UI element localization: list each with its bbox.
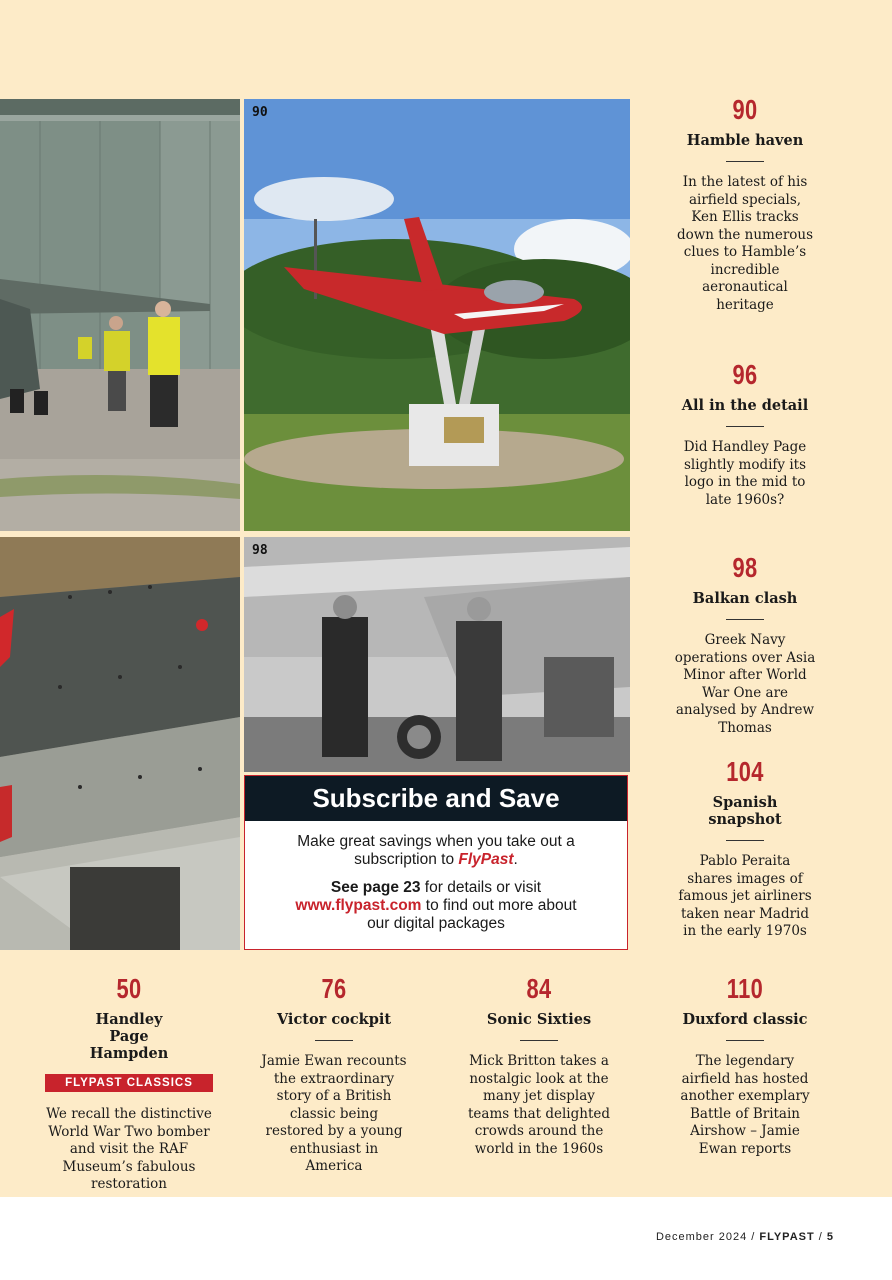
contents-entry-104[interactable] bbox=[664, 756, 826, 941]
entry-page-number: 96 bbox=[732, 359, 758, 390]
subscribe-brand: FlyPast bbox=[458, 851, 514, 868]
photo-page-label-98: 98 bbox=[252, 543, 268, 558]
footer-separator: / bbox=[814, 1231, 827, 1243]
footer-date: December 2024 / bbox=[655, 1231, 760, 1243]
divider bbox=[726, 1040, 764, 1041]
entry-page-number: 110 bbox=[726, 973, 764, 1004]
entry-title: Spanish snapshot bbox=[708, 794, 782, 828]
entry-page-number: 76 bbox=[321, 973, 347, 1004]
entry-description: We recall the distinctive World War Two bomber and visit the RAF Museum’s fabulous restoration bbox=[46, 1106, 212, 1192]
contents-entry-98[interactable] bbox=[664, 552, 826, 737]
subscribe-line1-end: . bbox=[513, 851, 518, 868]
divider bbox=[315, 1040, 353, 1041]
photo-fuselage-detail bbox=[0, 537, 240, 950]
entry-page-number: 50 bbox=[116, 973, 142, 1004]
divider bbox=[726, 840, 764, 841]
entry-description: Pablo Peraita shares images of famous jet airliners taken near Madrid in the early 1970s bbox=[678, 853, 812, 939]
entry-title: Balkan clash bbox=[692, 590, 798, 607]
entry-description: Jamie Ewan recounts the extraordinary story of a British classic being restored by a young enthusiast in America bbox=[261, 1053, 407, 1174]
entry-description: Greek Navy operations over Asia Minor after World War One are analysed by Andrew Thomas bbox=[674, 632, 816, 736]
page-footer bbox=[656, 1231, 834, 1243]
divider bbox=[726, 426, 764, 427]
entry-description: Mick Britton takes a nostalgic look at the many jet display teams that delighted crowds around the world in the 1960s bbox=[467, 1053, 611, 1157]
divider bbox=[726, 161, 764, 162]
photo-biplane-crew bbox=[244, 537, 630, 772]
entry-title: Duxford classic bbox=[682, 1011, 808, 1028]
subscribe-line2: for details or visit bbox=[420, 879, 542, 896]
section-badge: FLYPAST CLASSICS bbox=[45, 1074, 213, 1092]
divider bbox=[520, 1040, 558, 1041]
divider bbox=[726, 619, 764, 620]
subscribe-line1: Make great savings when you take out a subscription to bbox=[297, 833, 575, 868]
entry-page-number: 98 bbox=[732, 552, 758, 583]
subscribe-heading: Subscribe and Save bbox=[245, 776, 627, 821]
entry-description: The legendary airfield has hosted another exemplary Battle of Britain Airshow – Jamie Ewan reports bbox=[680, 1053, 810, 1157]
contents-entry-84[interactable] bbox=[462, 973, 616, 1158]
entry-description: Did Handley Page slightly modify its logo in the mid to late 1960s? bbox=[683, 439, 807, 508]
photo-gnat-jet bbox=[244, 99, 630, 531]
entry-title: Hamble haven bbox=[686, 132, 804, 149]
contents-entry-90[interactable] bbox=[664, 94, 826, 314]
subscribe-body bbox=[245, 821, 627, 933]
entry-page-number: 90 bbox=[732, 94, 758, 125]
entry-title: Sonic Sixties bbox=[486, 1011, 592, 1028]
contents-entry-76[interactable] bbox=[260, 973, 408, 1176]
photo-page-label-90: 90 bbox=[252, 105, 268, 120]
entry-description: In the latest of his airfield specials, Ken Ellis tracks down the numerous clues to Hamble’s incredible aeronautical heritage bbox=[676, 174, 814, 313]
footer-magazine: FLYPAST bbox=[759, 1231, 815, 1243]
entry-title: Victor cockpit bbox=[276, 1011, 392, 1028]
contents-entry-110[interactable] bbox=[668, 973, 822, 1158]
entry-title: Handley Page Hampden bbox=[89, 1011, 169, 1062]
entry-title: All in the detail bbox=[681, 397, 809, 414]
subscribe-box[interactable] bbox=[244, 775, 628, 950]
subscribe-url-link[interactable]: www.flypast.com bbox=[295, 897, 422, 914]
photo-hangar bbox=[0, 99, 240, 531]
entry-page-number: 84 bbox=[526, 973, 552, 1004]
footer-page-number: 5 bbox=[826, 1231, 834, 1243]
contents-entry-50[interactable] bbox=[36, 973, 222, 1194]
subscribe-line3: to find out more about our digital packages bbox=[367, 897, 577, 932]
contents-entry-96[interactable] bbox=[664, 359, 826, 509]
subscribe-see-page: See page 23 bbox=[330, 879, 421, 896]
entry-page-number: 104 bbox=[726, 756, 764, 787]
